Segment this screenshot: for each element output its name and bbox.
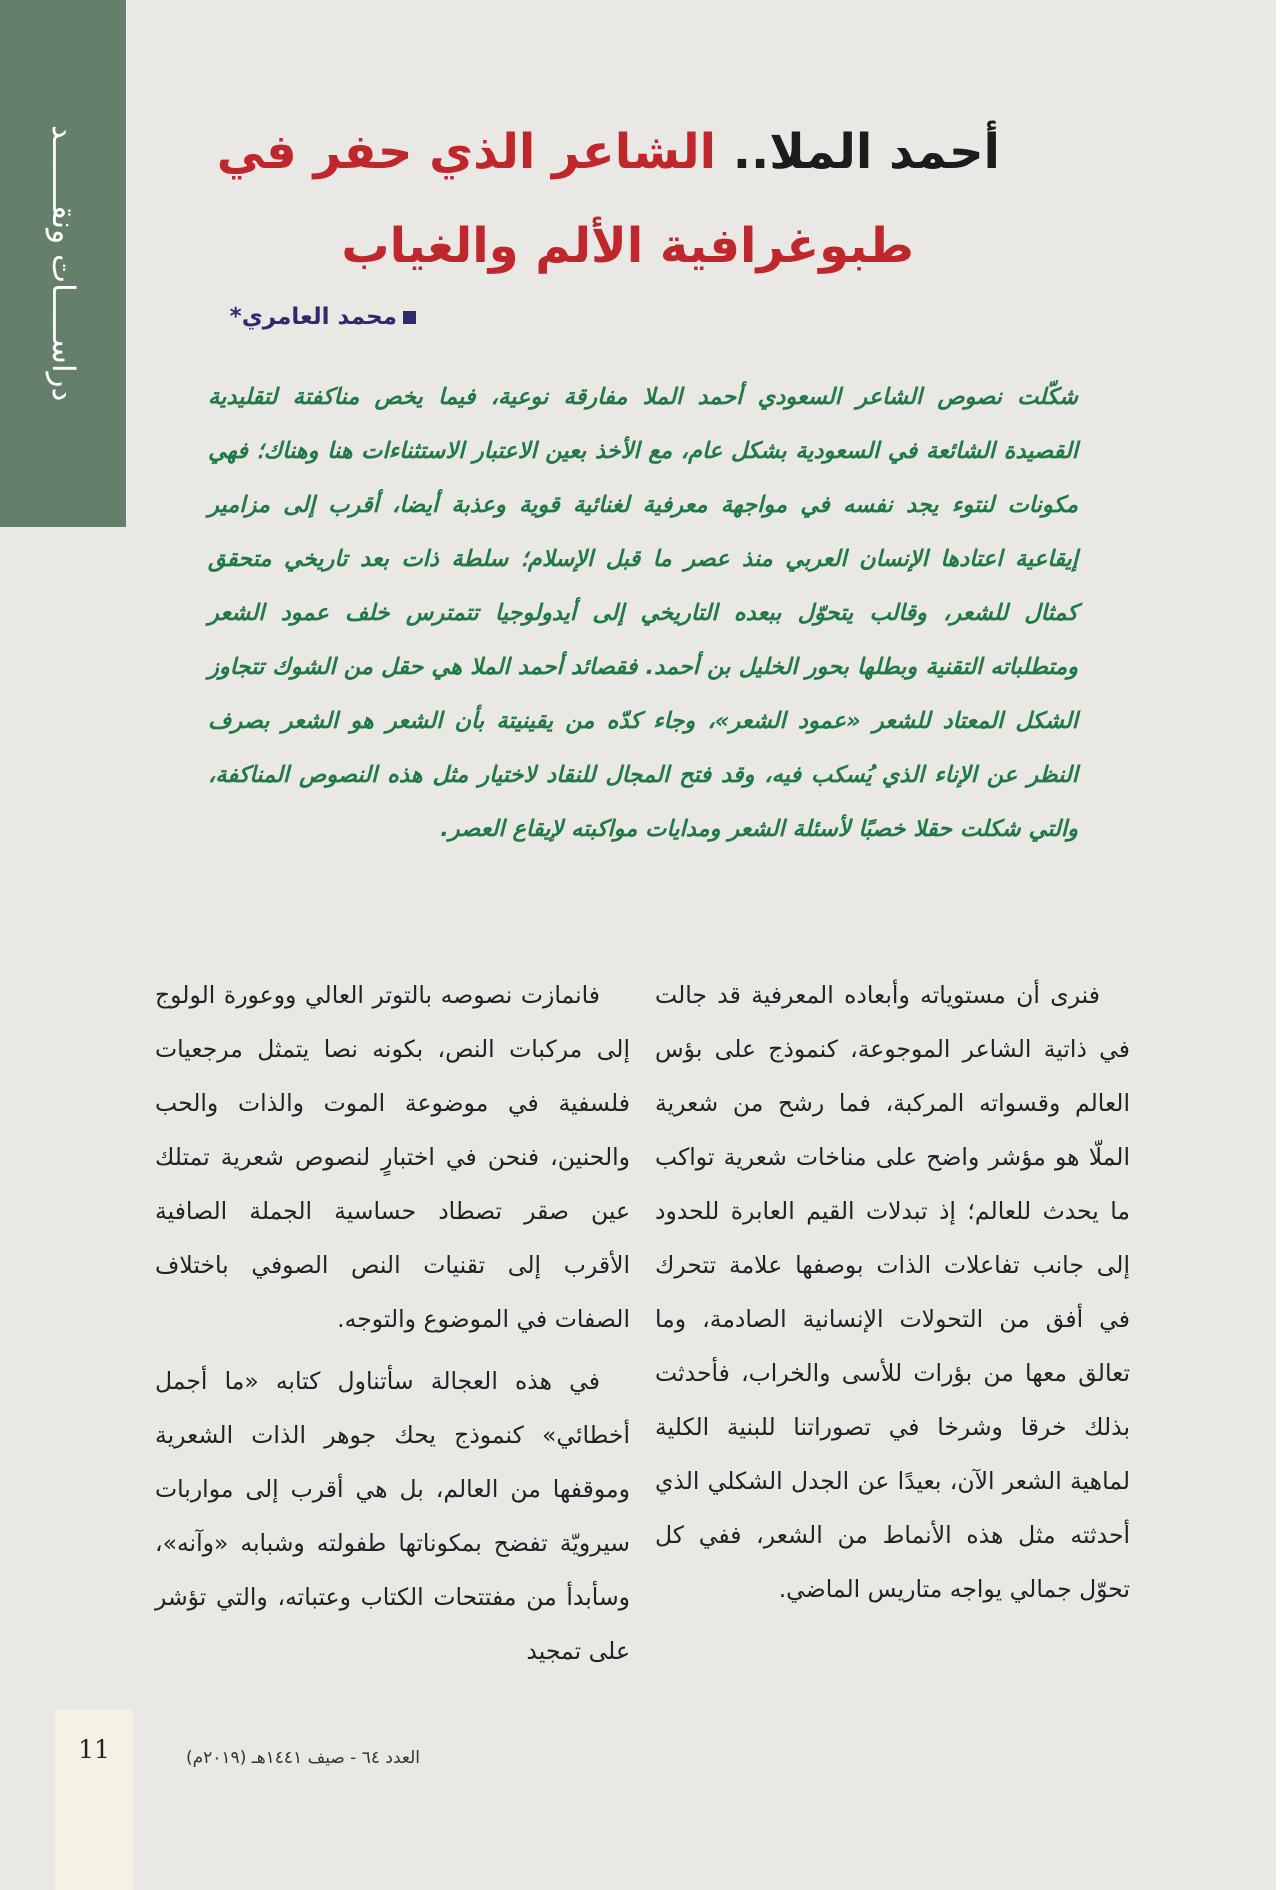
bullet-square-icon <box>403 311 416 324</box>
issue-info: العدد ٦٤ - صيف ١٤٤١هـ (٢٠١٩م) <box>185 1748 420 1768</box>
section-tab-label: دراســـــات ونقـــــــد <box>45 125 81 402</box>
section-tab <box>0 0 126 527</box>
body-column-left <box>155 968 630 1678</box>
page-edge <box>1276 0 1284 1890</box>
body-paragraph: في هذه العجالة سأتناول كتابه «ما أجمل أخطائي» كنموذج يحك جوهر الذات الشعرية وموقفها من العالم، بل هي أقرب إلى مواربات سيرويّة تفضح بمكوناتها طفولته وشبابه «وآنه»، وسأبدأ من مفتتحات الكتاب وعتباته، والتي تؤشر على تمجيد <box>155 1367 630 1665</box>
author-byline <box>200 304 416 330</box>
page-number: 11 <box>78 1735 110 1764</box>
author-name: محمد العامري* <box>229 304 397 330</box>
article-abstract: شكّلت نصوص الشاعر السعودي أحمد الملا مفارقة نوعية، فيما يخص مناكفتة لتقليدية القصيدة الشائعة في السعودية بشكل عام، مع الأخذ بعين الاعتبار الاستثناءات هنا وهناك؛ فهي مكونات لنتوء يجد نفسه في مواجهة معرفية لغنائية قوية وعذبة أيضا، أقرب إلى مزامير إيقاعية اعتادها الإنسان العربي منذ عصر ما قبل الإسلام؛ سلطة ذات بعد تاريخي متحقق كمثال للشعر، وقالب يتحوّل ببعده التاريخي إلى أيدولوجيا تتمترس خلف عمود الشعر ومتطلباته التقنية وبطلها بحور الخليل بن أحمد. فقصائد أحمد الملا هي حقل من الشوك تتجاوز الشكل المعتاد للشعر «عمود الشعر»، وجاء كدّه من يقينيتة بأن الشعر هو الشعر بصرف النظر عن الإناء الذي يُسكب فيه، وقد فتح المجال للنقاد لاختيار مثل هذه النصوص المناكفة، والتي شكلت حقلا خصبًا لأسئلة الشعر ومدايات مواكبته لإيقاع العصر. <box>208 384 1078 842</box>
body-paragraph: فانمازت نصوصه بالتوتر العالي ووعورة الولوج إلى مركبات النص، بكونه نصا يتمثل مرجعيات فلسفية في موضوعة الموت والذات والحب والحنين، فنحن في اختبارٍ لنصوص شعرية تمتلك عين صقر تصطاد حساسية الجملة الصافية الأقرب إلى تقنيات النص الصوفي باختلاف الصفات في الموضوع والتوجه. <box>155 981 630 1333</box>
article-title <box>200 124 1000 180</box>
title-main-phrase: الشاعر الذي حفر في <box>216 124 717 180</box>
title-poet-name: أحمد الملا.. <box>716 124 1000 180</box>
body-paragraph: فنرى أن مستوياته وأبعاده المعرفية قد جالت في ذاتية الشاعر الموجوعة، كنموذج على بؤس العالم وقسواته المركبة، فما رشح من شعرية الملّا هو مؤشر واضح على مناخات شعرية تواكب ما يحدث للعالم؛ إذ تبدلات القيم العابرة للحدود إلى جانب تفاعلات الذات بوصفها علامة تتحرك في أفق من التحولات الإنسانية الصادمة، وما تعالق معها من بؤرات للأسى والخراب، فأحدثت بذلك خرقا وشرخا في تصوراتنا للبنية الكلية لماهية الشعر الآن، بعيدًا عن الجدل الشكلي الذي أحدثته مثل هذه الأنماط من الشعر، ففي كل تحوّل جمالي يواجه متاريس الماضي. <box>655 981 1130 1603</box>
article-title-line2: طبوغرافية الألم والغياب <box>341 218 914 274</box>
body-column-right <box>655 968 1130 1616</box>
